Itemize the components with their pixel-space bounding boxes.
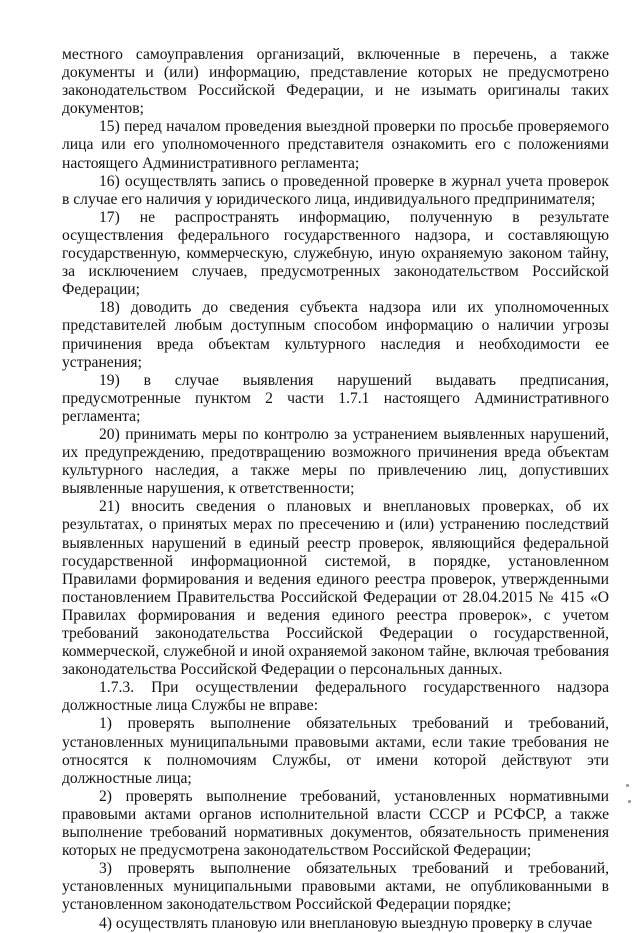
paragraph-item-17: 17) не распространять информацию, полученную в результате осуществления федерального государственного надзора, и составляющую государственную, коммерческую, служебную, иную охраняемую законом тайну, за исключением случаев, предусмотренных законодательством Российской Федерации; <box>62 208 609 299</box>
paragraph-prohibition-2: 2) проверять выполнение требований, установленных нормативными правовыми актами органов исполнительной власти СССР и РСФСР, а также выполнение требований нормативных документов, обязательность применения которых не предусмотрена законодательством Российской Федерации; <box>62 787 609 860</box>
paragraph-item-19: 19) в случае выявления нарушений выдавать предписания, предусмотренные пунктом 2 части 1.7.1 настоящего Административного регламента; <box>62 371 609 425</box>
scan-speck-mark <box>628 800 631 803</box>
paragraph-prohibition-1: 1) проверять выполнение обязательных требований и требований, установленных муниципальными правовыми актами, если такие требования не относятся к полномочиям Службы, от имени которой действуют эти должностные лица; <box>62 715 609 787</box>
paragraph-item-21: 21) вносить сведения о плановых и внеплановых проверках, об их результатах, о принятых мерах по пресечению и (или) устранению последствий выявленных нарушений в единый реестр проверок, являющийся федеральной государственной информационной системой, в порядке, установленном Правилами формирования и ведения единого реестра проверок, утвержденными постановлением Правительства Российской Федерации от 28.04.2015 № 415 «О Правилах формирования и ведения единого реестра проверок», с учетом требований законодательства Российской Федерации о государственной, коммерческой, служебной и иной охраняемой законом тайне, включая требования законодательства Российской Федерации о персональных данных. <box>62 498 609 679</box>
document-body <box>62 46 609 933</box>
paragraph-item-18: 18) доводить до сведения субъекта надзора или их уполномоченных представителей любым доступным способом информацию о наличии угрозы причинения вреда объектам культурного наследия и необходимости ее устранения; <box>62 299 609 371</box>
paragraph-item-20: 20) принимать меры по контролю за устранением выявленных нарушений, их предупреждению, предотвращению возможного причинения вреда объектам культурного наследия, а также меры по привлечению лиц, допустивших выявленные нарушения, к ответственности; <box>62 425 609 498</box>
paragraph-continuation: местного самоуправления организаций, включенные в перечень, а также документы и (или) информацию, представление которых не предусмотрено законодательством Российской Федерации, и не изымать оригиналы таких документов; <box>62 46 609 118</box>
paragraph-prohibition-4: 4) осуществлять плановую или внеплановую выездную проверку в случае <box>99 914 593 932</box>
scan-speck-mark <box>626 784 629 787</box>
paragraph-prohibition-3: 3) проверять выполнение обязательных требований и требований, установленных муниципальными правовыми актами, не опубликованными в установленном законодательством Российской Федерации порядке; <box>62 860 609 914</box>
paragraph-section-1-7-3: 1.7.3. При осуществлении федерального государственного надзора должностные лица Службы не вправе: <box>62 679 609 715</box>
paragraph-item-16: 16) осуществлять запись о проведенной проверке в журнал учета проверок в случае его наличия у юридического лица, индивидуального предпринимателя; <box>62 172 609 208</box>
paragraph-item-15: 15) перед началом проведения выездной проверки по просьбе проверяемого лица или его уполномоченного представителя ознакомить его с положениями настоящего Административного регламента; <box>62 118 609 172</box>
